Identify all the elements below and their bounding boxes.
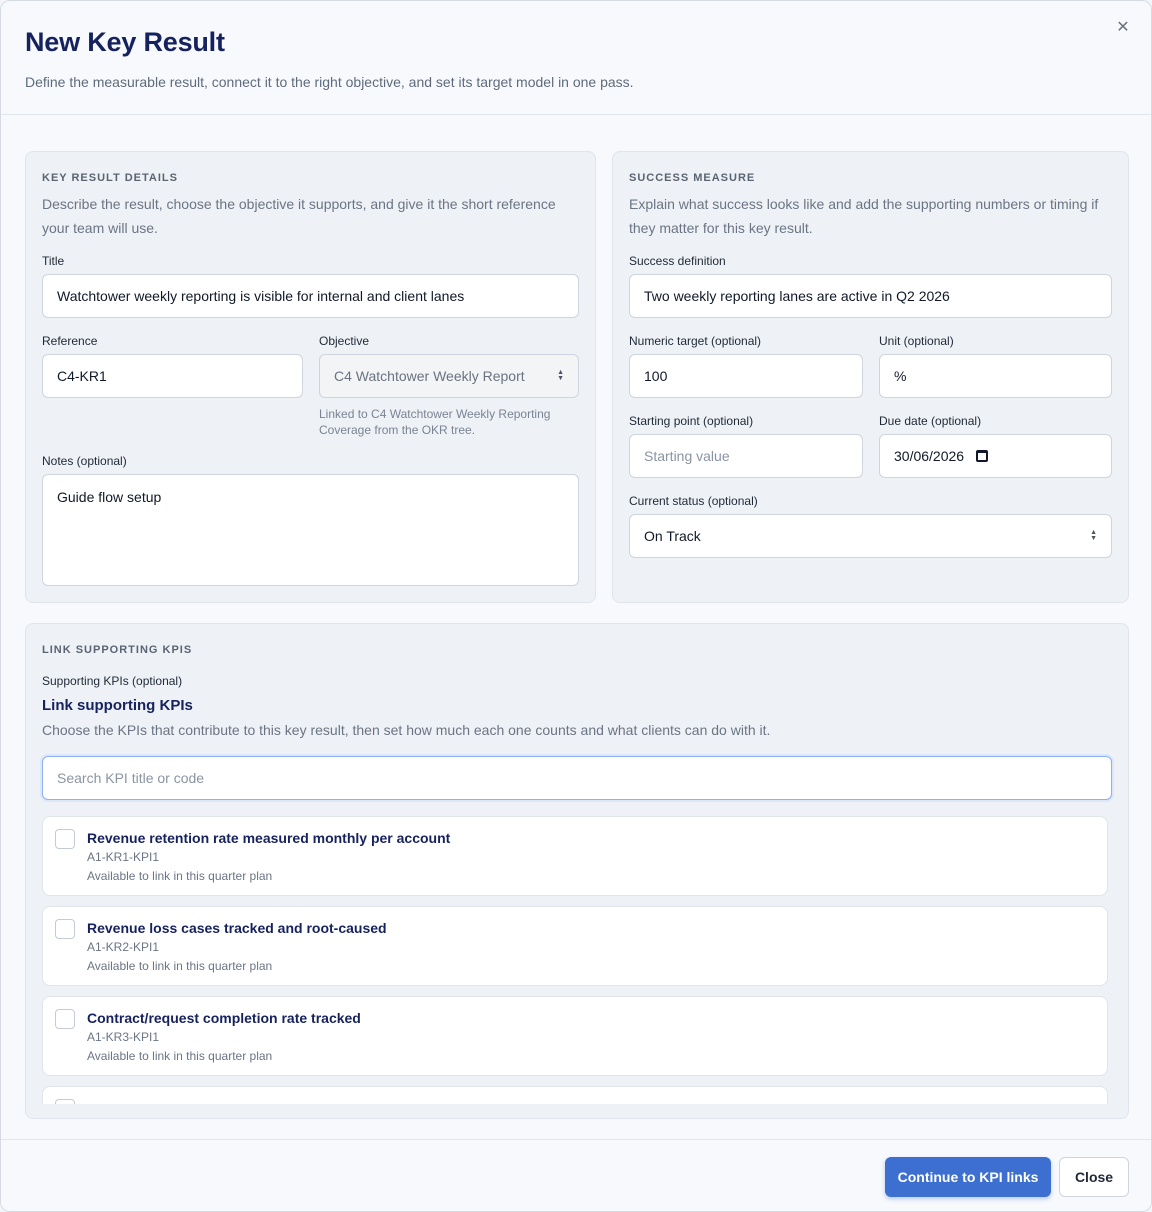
notes-label: Notes (optional) xyxy=(42,454,127,468)
due-date-label: Due date (optional) xyxy=(879,414,982,428)
kpi-code: A1-KR1-KPI1 xyxy=(87,850,160,864)
current-status-value: On Track xyxy=(644,528,701,544)
continue-to-kpi-links-button[interactable]: Continue to KPI links xyxy=(885,1157,1051,1197)
link-kpis-panel xyxy=(25,623,1129,1119)
select-arrows-icon: ▲ ▼ xyxy=(1090,529,1097,542)
kpis-description: Choose the KPIs that contribute to this key result, then set how much each one counts and what clients can do with it. xyxy=(42,722,771,738)
starting-point-placeholder: Starting value xyxy=(644,448,730,464)
calendar-icon[interactable] xyxy=(976,450,988,462)
kpi-list xyxy=(42,816,1108,1104)
section-description: Describe the result, choose the objective it supports, and give it the short reference your team will use. xyxy=(42,196,556,236)
numeric-target-label: Numeric target (optional) xyxy=(629,334,762,348)
success-definition-value: Two weekly reporting lanes are active in Q2 2026 xyxy=(644,288,950,304)
title-input[interactable] xyxy=(42,274,579,318)
list-item[interactable] xyxy=(42,1086,1108,1104)
kpi-status: Available to link in this quarter plan xyxy=(87,959,273,973)
section-title: KEY RESULT DETAILS xyxy=(42,172,178,184)
section-description: Explain what success looks like and add the supporting numbers or timing if they matter for this key result. xyxy=(629,196,1099,236)
kpi-status: Available to link in this quarter plan xyxy=(87,869,273,883)
close-button[interactable]: Close xyxy=(1059,1157,1129,1197)
key-result-details-panel xyxy=(25,151,596,603)
numeric-target-input[interactable] xyxy=(629,354,863,398)
list-item[interactable] xyxy=(42,816,1108,896)
dialog-header xyxy=(1,1,1151,115)
kpi-title: Contract/request completion rate tracked xyxy=(87,1010,361,1026)
objective-value: C4 Watchtower Weekly Report xyxy=(334,368,525,384)
kpi-code: A1-KR2-KPI1 xyxy=(87,940,160,954)
starting-point-label: Starting point (optional) xyxy=(629,414,754,428)
kpi-checkbox[interactable] xyxy=(55,829,75,849)
section-title: SUCCESS MEASURE xyxy=(629,172,756,184)
kpis-heading: Link supporting KPIs xyxy=(42,697,193,714)
reference-label: Reference xyxy=(42,334,98,348)
kpi-code: A1-KR3-KPI1 xyxy=(87,1030,160,1044)
success-definition-label: Success definition xyxy=(629,254,726,268)
current-status-select[interactable] xyxy=(629,514,1112,558)
dialog-title: New Key Result xyxy=(25,27,225,57)
due-date-value: 30/06/2026 xyxy=(894,448,965,464)
unit-value: % xyxy=(894,368,907,384)
kpi-search-placeholder: Search KPI title or code xyxy=(57,770,205,786)
kpi-checkbox[interactable] xyxy=(55,1099,75,1104)
starting-point-input[interactable] xyxy=(629,434,863,478)
title-label: Title xyxy=(42,254,65,268)
due-date-input[interactable] xyxy=(879,434,1112,478)
unit-input[interactable] xyxy=(879,354,1112,398)
numeric-target-value: 100 xyxy=(644,368,668,384)
objective-hint: Linked to C4 Watchtower Weekly Reporting Coverage from the OKR tree. xyxy=(319,407,551,437)
objective-label: Objective xyxy=(319,334,370,348)
kpi-title: Revenue loss cases tracked and root-caused xyxy=(87,920,387,936)
notes-textarea[interactable] xyxy=(42,474,579,586)
objective-select[interactable] xyxy=(319,354,579,398)
list-item[interactable] xyxy=(42,996,1108,1076)
unit-label: Unit (optional) xyxy=(879,334,954,348)
section-title: LINK SUPPORTING KPIS xyxy=(42,644,193,656)
kpi-status: Available to link in this quarter plan xyxy=(87,1049,273,1063)
success-measure-panel xyxy=(612,151,1129,603)
dialog-subtitle: Define the measurable result, connect it to the right objective, and set its target model in one pass. xyxy=(25,74,634,90)
close-icon[interactable]: ✕ xyxy=(1116,19,1130,36)
reference-input[interactable] xyxy=(42,354,303,398)
kpi-checkbox[interactable] xyxy=(55,919,75,939)
dialog-footer xyxy=(1,1139,1152,1212)
select-arrows-icon: ▲ ▼ xyxy=(557,369,564,382)
success-definition-input[interactable] xyxy=(629,274,1112,318)
title-value: Watchtower weekly reporting is visible for internal and client lanes xyxy=(57,288,465,304)
notes-value: Guide flow setup xyxy=(57,489,162,505)
reference-value: C4-KR1 xyxy=(57,368,107,384)
current-status-label: Current status (optional) xyxy=(629,494,758,508)
kpi-title: Revenue retention rate measured monthly per account xyxy=(87,830,451,846)
supporting-kpis-label: Supporting KPIs (optional) xyxy=(42,674,183,688)
kpi-search-input[interactable] xyxy=(42,756,1112,800)
list-item[interactable] xyxy=(42,906,1108,986)
kpi-checkbox[interactable] xyxy=(55,1009,75,1029)
